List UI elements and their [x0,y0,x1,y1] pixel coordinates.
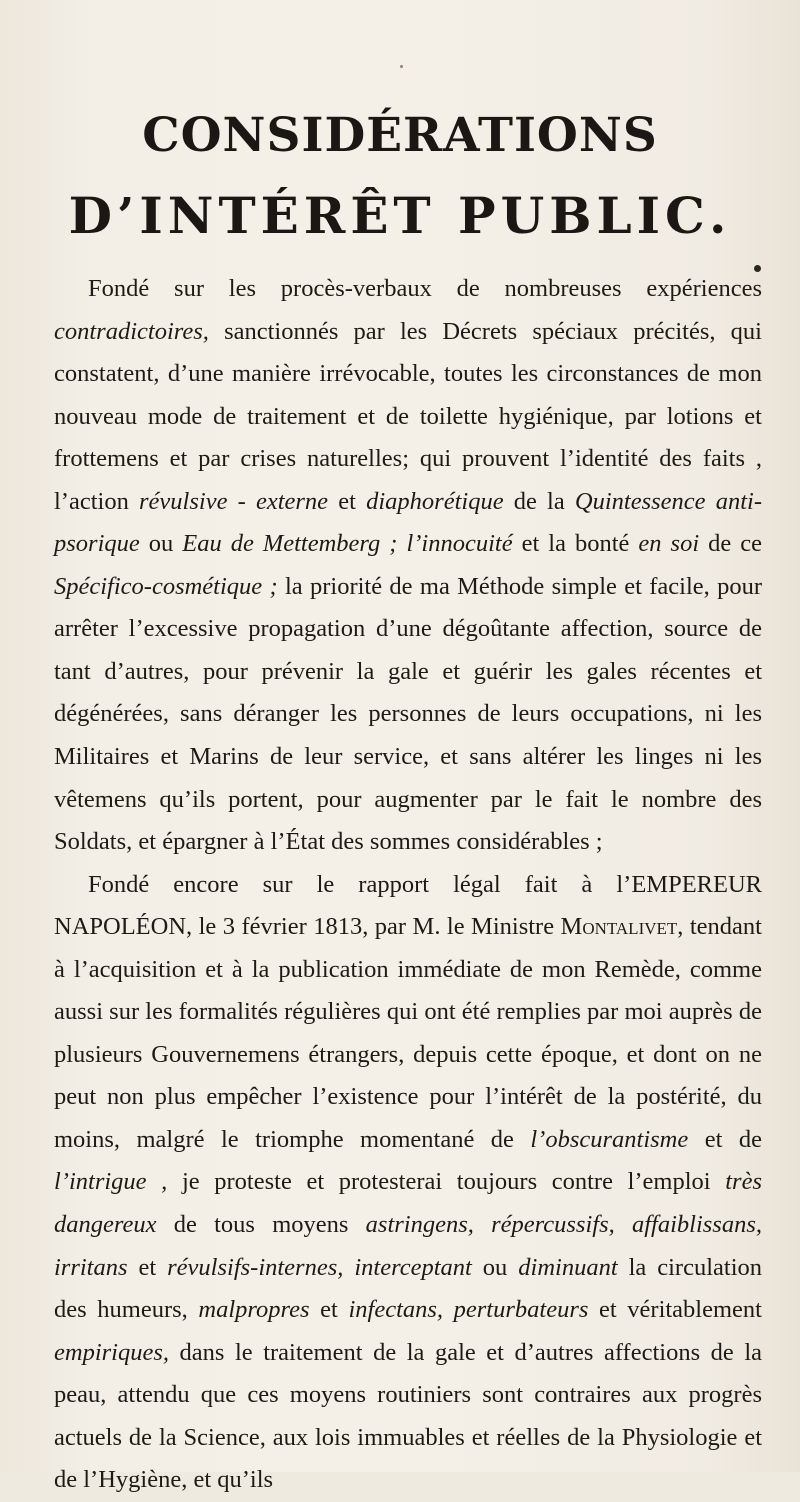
text-run: dans le traitement de la gale et d’autres affections de la peau, attendu que ces moyens routiniers sont contraires aux progrès actuels de la Science, aux lois immuables et réelles de la Physiologie et de l’Hygiène, et qu’ils [54,1338,762,1494]
text-run: , tendant à l’acquisition et à la publication immédiate de mon Remède, comme aussi sur les formalités régulières qui ont été remplies par moi auprès de plusieurs Gouvernemens étrangers, depuis cette époque, et dont on ne peut non plus empêcher l’existence pour l’intérêt de la postérité, du moins, malgré le triomphe momentané de [54,913,762,1153]
text-run: et la bonté [512,530,639,558]
text-run: et [309,1296,349,1324]
text-run: la circulation des humeurs, [54,1253,763,1324]
text-run: ou [471,1253,519,1281]
paragraph-1 [54,268,762,864]
text-run: et [127,1253,168,1281]
text-run: et [328,487,367,515]
paper-fleck [400,65,403,68]
text-run: de ce [699,530,762,558]
italic-run: Eau de Mettemberg ; [182,530,398,558]
text-run: et véritablement [588,1296,762,1324]
italic-run: infectans, perturbateurs [348,1296,589,1324]
text-run: Fondé sur les procès-verbaux de nombreuses expériences [88,275,762,302]
italic-run: Quintessence anti-psorique [54,487,762,558]
italic-run: révulsive - externe [139,487,329,515]
italic-run: empiriques, [54,1338,169,1366]
text-run: Fondé encore sur le rapport légal fait à l’EMPEREUR NAPOLÉON, le 3 février 1813, par M. le Ministre [54,870,762,941]
italic-run: très dangereux [54,1168,762,1239]
text-run: de tous moyens [156,1211,366,1239]
text-run: de la [503,487,575,515]
text-run: ou [139,530,183,558]
italic-run: contradictoires, [54,317,209,345]
italic-run: diaphorétique [366,487,504,515]
italic-run: l’intrigue , [54,1168,168,1196]
italic-run: Spécifico-cosmétique ; [54,572,278,600]
italic-run: astringens, répercussifs, affaiblissans, irritans [54,1211,762,1281]
heading-line-1: CONSIDÉRATIONS [142,108,658,163]
text-run: sanctionnés par les Décrets spéciaux précités, qui constatent, d’une manière irrévocable, toutes les circonstances de mon nouveau mode de traitement et de toilette hygiénique, par lotions et frottemens et par crises naturelles; qui prouvent l’identité des faits , l’action [54,317,762,515]
body-text [54,268,762,1502]
text-run: je proteste et protesterai toujours contre l’emploi [167,1168,726,1196]
text-run: la priorité de ma Méthode simple et facile, pour arrêter l’excessive propagation d’une dégoûtante affection, source de tant d’autres, pour prévenir la gale et guérir les gales récentes et dégénérées, sans déranger les personnes de leurs occupations, ni les Militaires et Marins de leur service, et sans altérer les linges ni les vêtemens qu’ils portent, pour augmenter par le fait le nombre des Soldats, et épargner à l’État des sommes considérables ; [54,572,762,856]
paragraph-2 [54,864,762,1502]
italic-run: en soi [638,530,700,558]
italic-run: l’innocuité [406,530,513,558]
italic-run: diminuant [518,1253,618,1281]
text-run: et de [688,1125,762,1153]
heading-line-2: D’INTÉRÊT PUBLIC. [68,186,732,245]
italic-run: révulsifs-internes, interceptant [167,1253,472,1281]
small-caps-run: Montalivet [560,913,678,941]
italic-run: l’obscurantisme [530,1125,689,1153]
italic-run: malpropres [198,1296,310,1324]
